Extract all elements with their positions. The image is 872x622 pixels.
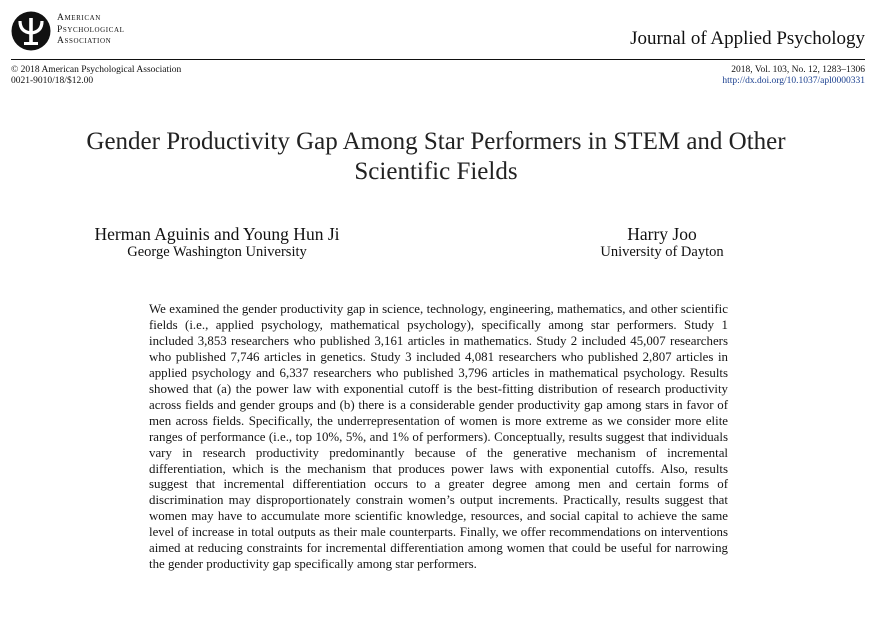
- article-title: [0, 127, 872, 187]
- author-names: Herman Aguinis and Young Hun Ji: [94, 224, 340, 244]
- copyright: © 2018 American Psychological Association: [11, 65, 182, 75]
- doi-link[interactable]: http://dx.doi.org/10.1037/apl0000331: [722, 76, 865, 86]
- title-line: Gender Productivity Gap Among Star Performers in STEM and Other: [86, 128, 786, 155]
- citation-block: [722, 65, 865, 87]
- publisher-name: [57, 13, 125, 48]
- copyright-block: [11, 65, 181, 87]
- publisher-line: Association: [57, 36, 112, 46]
- author-affiliation: University of Dayton: [600, 244, 724, 260]
- journal-name: Journal of Applied Psychology: [630, 28, 865, 49]
- publisher-line: Psychological: [57, 24, 125, 35]
- header-rule: [11, 59, 865, 60]
- publisher-line: American: [57, 13, 101, 23]
- author-affiliation: George Washington University: [127, 244, 307, 260]
- title-line: Scientific Fields: [354, 158, 518, 185]
- apa-psi-logo-icon: [11, 11, 51, 51]
- issn-price: 0021-9010/18/$12.00: [11, 76, 94, 86]
- author-names: Harry Joo: [627, 224, 697, 244]
- author-block: [62, 224, 372, 261]
- citation: 2018, Vol. 103, No. 12, 1283–1306: [731, 65, 865, 75]
- author-block: [562, 224, 762, 261]
- abstract: We examined the gender productivity gap in science, technology, engineering, mathematics, and other scientific fields (i.e., applied psychology, mathematical psychology), specifically among star performers. Study 1 included 3,853 researchers who published 3,161 articles in mathematics. Study 2 included 45,007 researchers who published 7,746 articles in genetics. Study 3 included 4,081 researchers who published 2,807 articles in applied psychology and 6,337 researchers who published 3,796 articles in mathematical psychology. Results showed that (a) the power law with exponential cutoff is the best-fitting distribution of research productivity across fields and gender groups and (b) there is a considerable gender productivity gap among stars in favor of men across fields. Specifically, the underrepresentation of women is more extreme as we consider more elite ranges of performance (i.e., top 10%, 5%, and 1% of performers). Conceptually, results suggest that individuals vary in research productivity predominantly because of the generative mechanism of incremental differentiation, which is the mechanism that produces power laws with exponential cutoffs. Also, results suggest that incremental differentiation occurs to a greater degree among men and certain forms of discrimination may disproportionately constrain women’s output increments. Practically, results suggest that women may have to accumulate more scientific knowledge, resources, and social capital to achieve the same level of increase in total outputs as their male counterparts. Finally, we offer recommendations on interventions aimed at reducing constraints for incremental differentiation among women that could be useful for narrowing the gender productivity gap specifically among star performers.: [149, 302, 728, 572]
